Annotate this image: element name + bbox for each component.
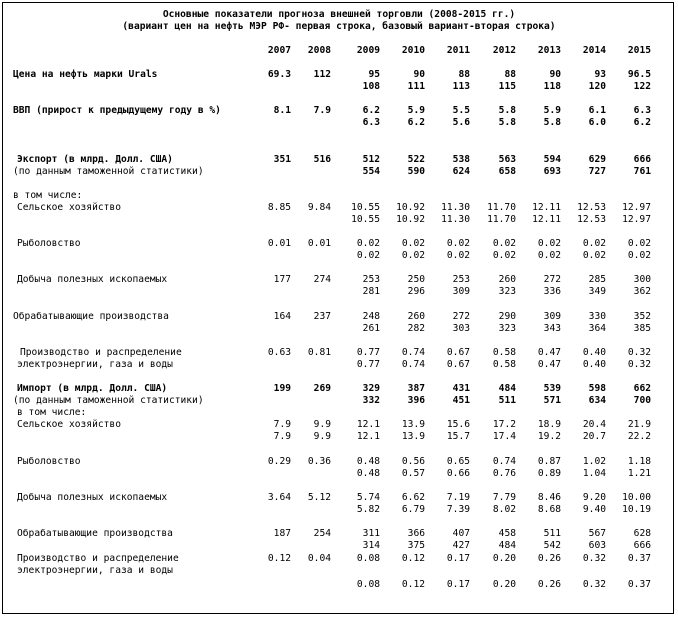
row-label: Рыболовство	[17, 456, 81, 467]
value-cell-mer: 5.74	[356, 492, 380, 503]
year-header-cell: 2015	[627, 45, 651, 56]
value-cell-base: 375	[407, 540, 425, 551]
value-cell-base: 8.02	[492, 504, 516, 515]
value-cell-mer: 18.9	[537, 419, 561, 430]
value-cell-base: 22.2	[627, 431, 651, 442]
value-cell-base: 108	[362, 81, 380, 92]
value-cell-mer: 0.87	[537, 456, 561, 467]
value-cell-mer: 8.85	[267, 202, 291, 213]
value-cell-mer: 177	[273, 274, 291, 285]
value-cell-base: 0.02	[582, 250, 606, 261]
value-cell-mer: 0.02	[356, 238, 380, 249]
value-cell-mer: 88	[504, 69, 516, 80]
value-cell-mer: 93	[594, 69, 606, 80]
value-cell-mer: 0.12	[267, 553, 291, 564]
value-cell-base: 5.82	[356, 504, 380, 515]
value-cell-mer: 538	[452, 154, 470, 165]
value-cell-base: 5.8	[543, 117, 561, 128]
value-cell-mer: 90	[549, 69, 561, 80]
value-cell-mer: 512	[362, 154, 380, 165]
value-cell-mer: 0.32	[582, 553, 606, 564]
value-cell-mer: 0.01	[307, 238, 331, 249]
value-cell-base: 13.9	[401, 431, 425, 442]
value-cell-mer: 6.3	[633, 105, 651, 116]
year-header-cell: 2011	[446, 45, 470, 56]
year-header-cell: 2012	[492, 45, 516, 56]
value-cell-mer: 0.29	[267, 456, 291, 467]
value-cell-mer: 458	[498, 528, 516, 539]
value-cell-mer: 8.1	[273, 105, 291, 116]
value-cell-base: 396	[407, 395, 425, 406]
value-cell-base: 281	[362, 286, 380, 297]
value-cell-mer: 0.58	[492, 347, 516, 358]
value-cell-base: 15.7	[446, 431, 470, 442]
value-cell-mer: 5.8	[498, 105, 516, 116]
value-cell-mer: 12.11	[532, 202, 561, 213]
value-cell-mer: 484	[498, 383, 516, 394]
value-cell-base: 571	[543, 395, 561, 406]
value-cell-mer: 260	[498, 274, 516, 285]
value-cell-base: 0.66	[446, 468, 470, 479]
value-cell-base: 761	[633, 166, 651, 177]
row-label: Экспорт (в млрд. Долл. США)	[17, 154, 173, 165]
value-cell-base: 0.40	[582, 359, 606, 370]
value-cell-mer: 9.9	[313, 419, 331, 430]
value-cell-mer: 567	[588, 528, 606, 539]
value-cell-mer: 272	[543, 274, 561, 285]
value-cell-mer: 0.32	[627, 347, 651, 358]
value-cell-base: 727	[588, 166, 606, 177]
value-cell-base: 666	[633, 540, 651, 551]
value-cell-base: 296	[407, 286, 425, 297]
value-cell-base: 0.02	[537, 250, 561, 261]
value-cell-base: 11.30	[441, 214, 470, 225]
value-cell-base: 336	[543, 286, 561, 297]
value-cell-mer: 3.64	[267, 492, 291, 503]
value-cell-base: 0.02	[492, 250, 516, 261]
value-cell-mer: 0.36	[307, 456, 331, 467]
value-cell-mer: 9.20	[582, 492, 606, 503]
value-cell-mer: 21.9	[627, 419, 651, 430]
value-cell-mer: 96.5	[627, 69, 651, 80]
value-cell-base: 0.57	[401, 468, 425, 479]
value-cell-base: 364	[588, 323, 606, 334]
value-cell-mer: 0.67	[446, 347, 470, 358]
value-cell-mer: 407	[452, 528, 470, 539]
row-label: Сельское хозяйство	[17, 419, 121, 430]
value-cell-mer: 594	[543, 154, 561, 165]
value-cell-base: 349	[588, 286, 606, 297]
value-cell-base: 8.68	[537, 504, 561, 515]
value-cell-base: 6.2	[407, 117, 425, 128]
value-cell-mer: 164	[273, 311, 291, 322]
value-cell-base: 362	[633, 286, 651, 297]
value-cell-mer: 6.62	[401, 492, 425, 503]
value-cell-mer: 666	[633, 154, 651, 165]
row-label: Сельское хозяйство	[17, 202, 121, 213]
value-cell-mer: 0.08	[356, 553, 380, 564]
value-cell-mer: 352	[633, 311, 651, 322]
value-cell-mer: 17.2	[492, 419, 516, 430]
value-cell-base: 0.32	[627, 359, 651, 370]
value-cell-mer: 539	[543, 383, 561, 394]
value-cell-base: 122	[633, 81, 651, 92]
row-label: Импорт (в млрд. Долл. США)	[17, 383, 168, 394]
value-cell-base: 0.32	[582, 579, 606, 590]
value-cell-mer: 0.74	[492, 456, 516, 467]
value-cell-mer: 10.92	[396, 202, 425, 213]
value-cell-base: 261	[362, 323, 380, 334]
value-cell-mer: 7.19	[446, 492, 470, 503]
value-cell-base: 0.02	[446, 250, 470, 261]
value-cell-mer: 253	[452, 274, 470, 285]
value-cell-mer: 8.46	[537, 492, 561, 503]
value-cell-mer: 5.5	[452, 105, 470, 116]
value-cell-mer: 285	[588, 274, 606, 285]
value-cell-mer: 20.4	[582, 419, 606, 430]
value-cell-base: 11.70	[487, 214, 516, 225]
value-cell-base: 332	[362, 395, 380, 406]
value-cell-mer: 7.9	[273, 419, 291, 430]
row-label: ВВП (прирост к предыдущему году в %)	[13, 105, 221, 116]
value-cell-base: 113	[452, 81, 470, 92]
value-cell-mer: 0.63	[267, 347, 291, 358]
value-cell-base: 323	[498, 323, 516, 334]
value-cell-mer: 5.12	[307, 492, 331, 503]
value-cell-mer: 0.81	[307, 347, 331, 358]
value-cell-mer: 0.12	[401, 553, 425, 564]
value-cell-base: 282	[407, 323, 425, 334]
value-cell-mer: 9.84	[307, 202, 331, 213]
value-cell-base: 9.40	[582, 504, 606, 515]
row-label: Добыча полезных ископаемых	[17, 274, 168, 285]
value-cell-base: 115	[498, 81, 516, 92]
value-cell-base: 10.92	[396, 214, 425, 225]
value-cell-mer: 0.26	[537, 553, 561, 564]
value-cell-base: 12.11	[532, 214, 561, 225]
value-cell-mer: 387	[407, 383, 425, 394]
year-header-cell: 2010	[401, 45, 425, 56]
value-cell-base: 590	[407, 166, 425, 177]
value-cell-base: 658	[498, 166, 516, 177]
value-cell-base: 120	[588, 81, 606, 92]
value-cell-base: 6.0	[588, 117, 606, 128]
value-cell-base: 19.2	[537, 431, 561, 442]
value-cell-base: 0.17	[446, 579, 470, 590]
value-cell-mer: 12.53	[577, 202, 606, 213]
value-cell-mer: 6.1	[588, 105, 606, 116]
value-cell-mer: 628	[633, 528, 651, 539]
value-cell-mer: 0.20	[492, 553, 516, 564]
value-cell-base: 451	[452, 395, 470, 406]
value-cell-base: 314	[362, 540, 380, 551]
value-cell-base: 0.26	[537, 579, 561, 590]
value-cell-mer: 7.79	[492, 492, 516, 503]
value-cell-base: 0.74	[401, 359, 425, 370]
value-cell-base: 1.21	[627, 468, 651, 479]
value-cell-mer: 0.56	[401, 456, 425, 467]
value-cell-base: 542	[543, 540, 561, 551]
row-label-continuation: электроэнергии, газа и воды	[17, 565, 173, 576]
value-cell-mer: 12.97	[622, 202, 651, 213]
value-cell-mer: 598	[588, 383, 606, 394]
value-cell-mer: 272	[452, 311, 470, 322]
value-cell-mer: 0.17	[446, 553, 470, 564]
value-cell-base: 0.77	[356, 359, 380, 370]
value-cell-base: 0.67	[446, 359, 470, 370]
value-cell-mer: 0.77	[356, 347, 380, 358]
value-cell-mer: 6.2	[362, 105, 380, 116]
value-cell-mer: 112	[313, 69, 331, 80]
value-cell-mer: 431	[452, 383, 470, 394]
row-label: Производство и распределение	[20, 347, 182, 358]
year-header-cell: 2014	[582, 45, 606, 56]
value-cell-base: 6.3	[362, 117, 380, 128]
value-cell-mer: 329	[362, 383, 380, 394]
value-cell-base: 0.02	[401, 250, 425, 261]
value-cell-mer: 95	[368, 69, 380, 80]
value-cell-mer: 88	[458, 69, 470, 80]
value-cell-mer: 0.02	[537, 238, 561, 249]
value-cell-base: 0.02	[627, 250, 651, 261]
value-cell-base: 0.02	[356, 250, 380, 261]
value-cell-mer: 522	[407, 154, 425, 165]
year-header-cell: 2009	[356, 45, 380, 56]
value-cell-mer: 0.65	[446, 456, 470, 467]
value-cell-mer: 253	[362, 274, 380, 285]
value-cell-base: 303	[452, 323, 470, 334]
value-cell-base: 323	[498, 286, 516, 297]
value-cell-mer: 199	[273, 383, 291, 394]
row-label-continuation: электроэнергии, газа и воды	[17, 359, 173, 370]
value-cell-base: 700	[633, 395, 651, 406]
value-cell-base: 693	[543, 166, 561, 177]
value-cell-base: 0.48	[356, 468, 380, 479]
value-cell-base: 0.12	[401, 579, 425, 590]
value-cell-base: 0.76	[492, 468, 516, 479]
row-label: в том числе:	[17, 407, 87, 418]
value-cell-mer: 10.55	[351, 202, 380, 213]
row-label: в том числе:	[13, 190, 83, 201]
value-cell-mer: 1.18	[627, 456, 651, 467]
value-cell-mer: 662	[633, 383, 651, 394]
row-label: Обрабатывающие производства	[17, 528, 173, 539]
value-cell-base: 12.1	[356, 431, 380, 442]
value-cell-base: 7.9	[273, 431, 291, 442]
value-cell-base: 20.7	[582, 431, 606, 442]
row-label-continuation: (по данным таможенной статистики)	[13, 166, 204, 177]
value-cell-mer: 563	[498, 154, 516, 165]
value-cell-mer: 311	[362, 528, 380, 539]
year-header-cell: 2008	[307, 45, 331, 56]
value-cell-base: 5.8	[498, 117, 516, 128]
value-cell-mer: 0.02	[582, 238, 606, 249]
value-cell-base: 9.9	[313, 431, 331, 442]
value-cell-mer: 0.02	[492, 238, 516, 249]
value-cell-base: 511	[498, 395, 516, 406]
value-cell-mer: 366	[407, 528, 425, 539]
value-cell-mer: 187	[273, 528, 291, 539]
value-cell-mer: 0.40	[582, 347, 606, 358]
value-cell-mer: 309	[543, 311, 561, 322]
value-cell-mer: 0.74	[401, 347, 425, 358]
value-cell-mer: 248	[362, 311, 380, 322]
value-cell-base: 624	[452, 166, 470, 177]
value-cell-mer: 0.02	[446, 238, 470, 249]
value-cell-base: 10.19	[622, 504, 651, 515]
value-cell-mer: 12.1	[356, 419, 380, 430]
value-cell-base: 17.4	[492, 431, 516, 442]
value-cell-base: 6.79	[401, 504, 425, 515]
value-cell-base: 6.2	[633, 117, 651, 128]
value-cell-base: 603	[588, 540, 606, 551]
value-cell-base: 7.39	[446, 504, 470, 515]
value-cell-mer: 351	[273, 154, 291, 165]
value-cell-base: 12.53	[577, 214, 606, 225]
value-cell-base: 5.6	[452, 117, 470, 128]
title-line-2: (вариант цен на нефть МЭР РФ- первая строка, базовый вариант-вторая строка)	[122, 21, 556, 32]
row-label-continuation: (по данным таможенной статистики)	[13, 395, 204, 406]
value-cell-base: 484	[498, 540, 516, 551]
value-cell-mer: 15.6	[446, 419, 470, 430]
value-cell-base: 0.47	[537, 359, 561, 370]
value-cell-mer: 0.47	[537, 347, 561, 358]
value-cell-mer: 11.70	[487, 202, 516, 213]
value-cell-mer: 250	[407, 274, 425, 285]
value-cell-mer: 90	[413, 69, 425, 80]
value-cell-base: 0.58	[492, 359, 516, 370]
value-cell-mer: 237	[313, 311, 331, 322]
value-cell-mer: 269	[313, 383, 331, 394]
value-cell-mer: 274	[313, 274, 331, 285]
value-cell-mer: 10.00	[622, 492, 651, 503]
value-cell-mer: 1.02	[582, 456, 606, 467]
value-cell-base: 12.97	[622, 214, 651, 225]
value-cell-base: 0.37	[627, 579, 651, 590]
value-cell-base: 634	[588, 395, 606, 406]
value-cell-base: 427	[452, 540, 470, 551]
value-cell-mer: 0.02	[401, 238, 425, 249]
value-cell-base: 309	[452, 286, 470, 297]
value-cell-mer: 300	[633, 274, 651, 285]
row-label: Добыча полезных ископаемых	[17, 492, 168, 503]
title-line-1: Основные показатели прогноза внешней торговли (2008-2015 гг.)	[162, 9, 516, 20]
value-cell-base: 10.55	[351, 214, 380, 225]
value-cell-base: 111	[407, 81, 425, 92]
value-cell-mer: 0.02	[627, 238, 651, 249]
value-cell-mer: 0.48	[356, 456, 380, 467]
value-cell-mer: 516	[313, 154, 331, 165]
value-cell-base: 343	[543, 323, 561, 334]
year-header-cell: 2007	[267, 45, 291, 56]
value-cell-mer: 511	[543, 528, 561, 539]
value-cell-mer: 290	[498, 311, 516, 322]
value-cell-base: 1.04	[582, 468, 606, 479]
value-cell-mer: 0.37	[627, 553, 651, 564]
row-label: Производство и распределение	[17, 553, 179, 564]
row-label: Цена на нефть марки Urals	[13, 69, 158, 80]
year-header-row	[0, 45, 678, 57]
value-cell-mer: 5.9	[543, 105, 561, 116]
value-cell-mer: 13.9	[401, 419, 425, 430]
value-cell-mer: 69.3	[267, 69, 291, 80]
value-cell-base: 0.08	[356, 579, 380, 590]
value-cell-base: 0.89	[537, 468, 561, 479]
value-cell-mer: 11.30	[441, 202, 470, 213]
row-label: Обрабатывающие производства	[13, 311, 169, 322]
value-cell-mer: 0.01	[267, 238, 291, 249]
value-cell-base: 118	[543, 81, 561, 92]
year-header-cell: 2013	[537, 45, 561, 56]
row-label: Рыболовство	[17, 238, 81, 249]
value-cell-mer: 7.9	[313, 105, 331, 116]
value-cell-mer: 5.9	[407, 105, 425, 116]
value-cell-mer: 330	[588, 311, 606, 322]
value-cell-mer: 0.04	[307, 553, 331, 564]
value-cell-base: 385	[633, 323, 651, 334]
value-cell-base: 554	[362, 166, 380, 177]
value-cell-base: 0.20	[492, 579, 516, 590]
value-cell-mer: 260	[407, 311, 425, 322]
value-cell-mer: 629	[588, 154, 606, 165]
value-cell-mer: 254	[313, 528, 331, 539]
